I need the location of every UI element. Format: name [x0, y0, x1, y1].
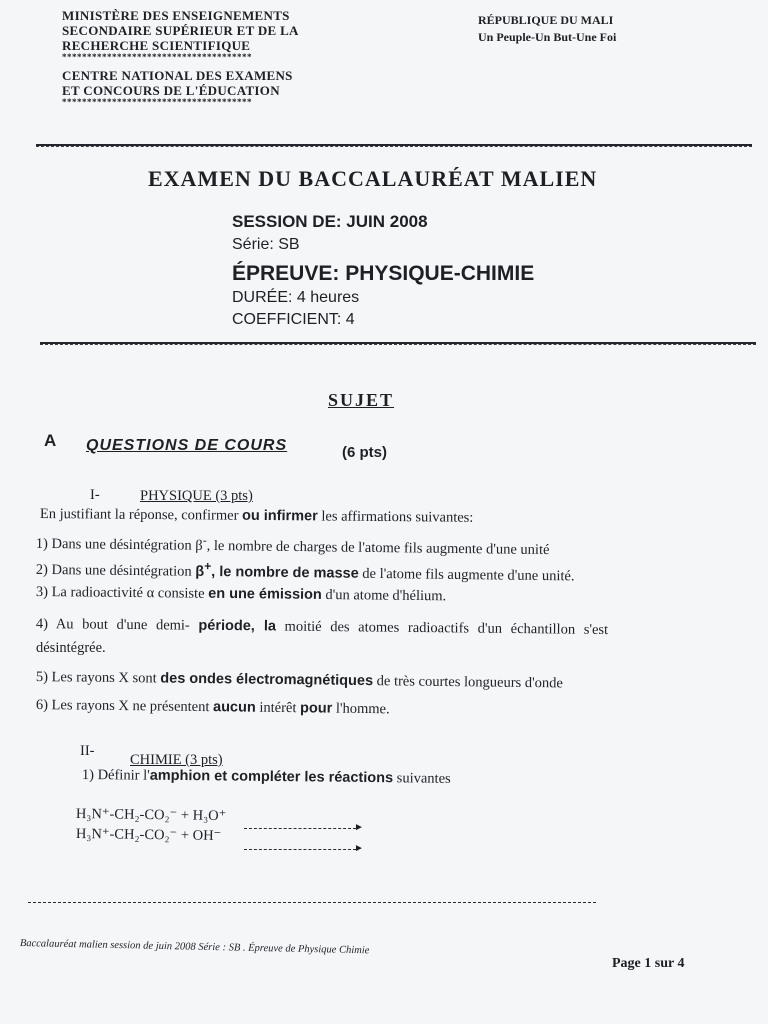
duree-line: DURÉE: 4 heures	[232, 289, 360, 306]
intro-part-c: les affirmations suivantes:	[317, 508, 474, 526]
q3-text-b: d'un atome d'hélium.	[321, 586, 447, 605]
question-2	[36, 557, 575, 585]
q4-text-b: moitié des atomes radioactifs d'un échantillon s'est	[275, 618, 609, 638]
centre-line-2: ET CONCOURS DE L'ÉDUCATION	[62, 83, 280, 98]
q4-hand: période, la	[198, 617, 277, 635]
republic-name: RÉPUBLIQUE DU MALI	[478, 13, 614, 27]
chimie-q1-text-b: suivantes	[393, 770, 451, 787]
q5-text-a: 5) Les rayons X sont	[35, 669, 161, 687]
q1-sup: -	[202, 533, 207, 548]
footer-caption: Baccalauréat malien session de juin 2008 Série : SB . Épreuve de Physique Chimie	[19, 938, 370, 957]
chimie-q1-text-a: 1) Définir l'	[81, 767, 150, 784]
ministry-line-2: SECONDAIRE SUPÉRIEUR ET DE LA	[62, 23, 299, 38]
reaction-2-arrowhead: ►	[354, 843, 364, 854]
physique-intro	[40, 506, 474, 527]
serie-line: Série: SB	[232, 236, 300, 253]
chimie-title: CHIMIE (3 pts)	[130, 752, 223, 768]
q2-sup: +	[204, 559, 212, 574]
chimie-question-1	[82, 767, 451, 788]
epreuve-line: ÉPREUVE: PHYSIQUE-CHIMIE	[232, 262, 535, 285]
part-title: QUESTIONS DE COURS	[86, 437, 288, 454]
republic-motto: Un Peuple-Un But-Une Foi	[478, 30, 617, 44]
q6-text-b: intérêt	[255, 699, 301, 717]
q1-text-a: 1) Dans une désintégration β	[35, 535, 203, 554]
part-letter: A	[44, 431, 57, 450]
q5-text-b: de très courtes longueurs d'onde	[372, 673, 564, 692]
reaction-1-formula: H₃N⁺-CH₂-CO₂⁻ + H₃O⁺	[75, 806, 227, 825]
intro-handwritten: ou infirmer	[241, 507, 318, 525]
question-4	[36, 616, 608, 639]
q3-text-a: 3) La radioactivité α consiste	[35, 584, 209, 602]
mid-rule	[40, 342, 756, 345]
physique-title: PHYSIQUE (3 pts)	[140, 488, 253, 504]
sujet-heading: SUJET	[328, 390, 395, 410]
reaction-1-arrowhead: ►	[354, 822, 364, 833]
q4-text-a: 4) Au bout d'une demi-	[35, 616, 199, 634]
question-3	[36, 584, 446, 605]
question-5	[36, 669, 563, 692]
coefficient-line: COEFFICIENT: 4	[232, 311, 355, 328]
q1-text-b: , le nombre de charges de l'atome fils augmente d'une unité	[206, 537, 550, 559]
reaction-2	[76, 826, 222, 845]
q6-hand-2: pour	[299, 700, 333, 717]
physique-num: I-	[90, 487, 100, 503]
reaction-2-arrow	[244, 849, 356, 850]
exam-title: EXAMEN DU BACCALAURÉAT MALIEN	[148, 166, 598, 191]
chimie-q1-hand: amphion et compléter les réactions	[149, 767, 394, 787]
reaction-1	[76, 806, 227, 825]
top-rule	[36, 144, 752, 147]
stars-divider: **************************************	[62, 53, 252, 62]
q2-text-b: de l'atome fils augmente d'une unité.	[358, 565, 575, 585]
question-1	[36, 531, 550, 559]
chimie-num: II-	[80, 743, 95, 759]
q5-hand: des ondes électromagnétiques	[160, 670, 374, 690]
question-6	[36, 697, 390, 718]
intro-part-a: En justifiant la réponse, confirmer	[39, 506, 243, 524]
q2-hand-beta: β	[195, 563, 205, 580]
republic-block	[478, 12, 678, 46]
ministry-block	[62, 8, 362, 107]
centre-line-1: CENTRE NATIONAL DES EXAMENS	[62, 68, 293, 83]
q2-hand-text: , le nombre de masse	[211, 563, 359, 582]
q6-text-c: l'homme.	[332, 700, 390, 718]
reaction-1-arrow	[244, 828, 356, 829]
q2-text-a: 2) Dans une désintégration	[35, 561, 196, 580]
reaction-2-formula: H₃N⁺-CH₂-CO₂⁻ + OH⁻	[75, 826, 222, 845]
ministry-line-1: MINISTÈRE DES ENSEIGNEMENTS	[62, 8, 290, 23]
q3-hand: en une émission	[208, 585, 322, 603]
session-line: SESSION DE: JUIN 2008	[232, 212, 428, 231]
stars-divider-2: **************************************	[62, 98, 252, 107]
q6-text-a: 6) Les rayons X ne présentent	[35, 697, 214, 716]
ministry-line-3: RECHERCHE SCIENTIFIQUE	[62, 38, 251, 53]
page-number: Page 1 sur 4	[612, 956, 685, 971]
footer-rule	[28, 902, 596, 903]
question-4-cont: désintégrée.	[36, 640, 106, 656]
q6-hand: aucun	[212, 699, 256, 716]
part-points: (6 pts)	[342, 444, 387, 461]
